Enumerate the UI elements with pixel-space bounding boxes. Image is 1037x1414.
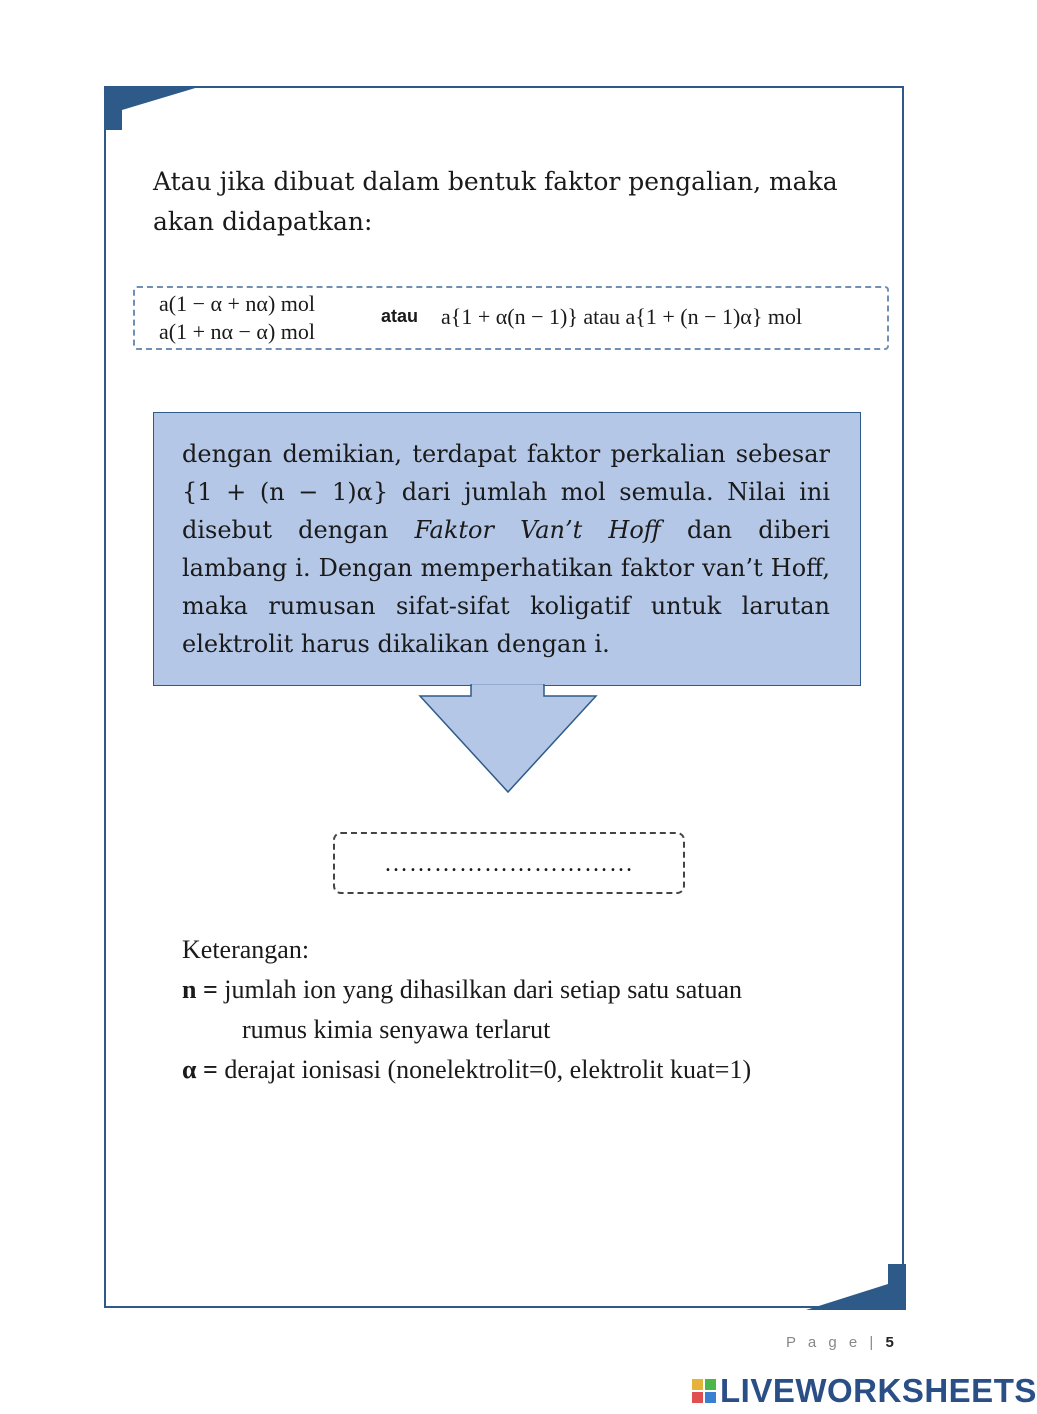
alpha-text: derajat ionisasi (nonelektrolit=0, elektrolit kuat=1) bbox=[217, 1055, 752, 1084]
keterangan-alpha bbox=[182, 1050, 882, 1090]
page-number: 5 bbox=[885, 1334, 894, 1351]
keterangan-n bbox=[182, 970, 882, 1010]
intro-text: Atau jika dibuat dalam bentuk faktor pengalian, maka akan didapatkan: bbox=[153, 167, 838, 236]
liveworksheets-grid-icon bbox=[692, 1379, 716, 1403]
liveworksheets-logo bbox=[692, 1372, 1037, 1410]
callout-box bbox=[153, 412, 861, 686]
liveworksheets-text: LIVEWORKSHEETS bbox=[720, 1372, 1037, 1409]
formula-left bbox=[159, 290, 315, 346]
formula-right: a{1 + α(n − 1)} atau a{1 + (n − 1)α} mol bbox=[441, 304, 803, 329]
n-line1: jumlah ion yang dihasilkan dari setiap satu satuan bbox=[217, 975, 742, 1004]
callout-emphasis: Faktor Van’t Hoff bbox=[414, 516, 661, 544]
n-line2: rumus kimia senyawa terlarut bbox=[242, 1015, 551, 1044]
formula-atau-label: atau bbox=[381, 306, 419, 326]
page-footer bbox=[786, 1334, 894, 1351]
down-arrow-icon bbox=[418, 684, 598, 796]
page-label: P a g e | bbox=[786, 1334, 878, 1351]
formula-box bbox=[133, 286, 889, 350]
keterangan-title: Keterangan: bbox=[182, 935, 310, 964]
callout-text-after: dan diberi lambang i. Dengan memperhatikan faktor van’t Hoff, maka rumusan sifat-sifat koligatif untuk larutan elektrolit harus dikalikan dengan i. bbox=[182, 516, 831, 658]
corner-decoration-bottom-right bbox=[806, 1264, 906, 1310]
alpha-label: α = bbox=[182, 1055, 218, 1084]
callout-text-before: dengan demikian, terdapat faktor perkalian sebesar {1 + (n − 1)α} dari jumlah mol semula. Nilai ini disebut dengan bbox=[182, 440, 830, 544]
corner-decoration-top-left bbox=[104, 86, 204, 132]
answer-box[interactable]: ………………………… bbox=[333, 832, 685, 894]
formula-line-2: a(1 + nα − α) mol bbox=[159, 319, 316, 344]
n-label: n = bbox=[182, 975, 218, 1004]
keterangan bbox=[182, 930, 882, 1090]
callout-text bbox=[182, 435, 830, 663]
formula-line-1: a(1 − α + nα) mol bbox=[159, 291, 316, 316]
